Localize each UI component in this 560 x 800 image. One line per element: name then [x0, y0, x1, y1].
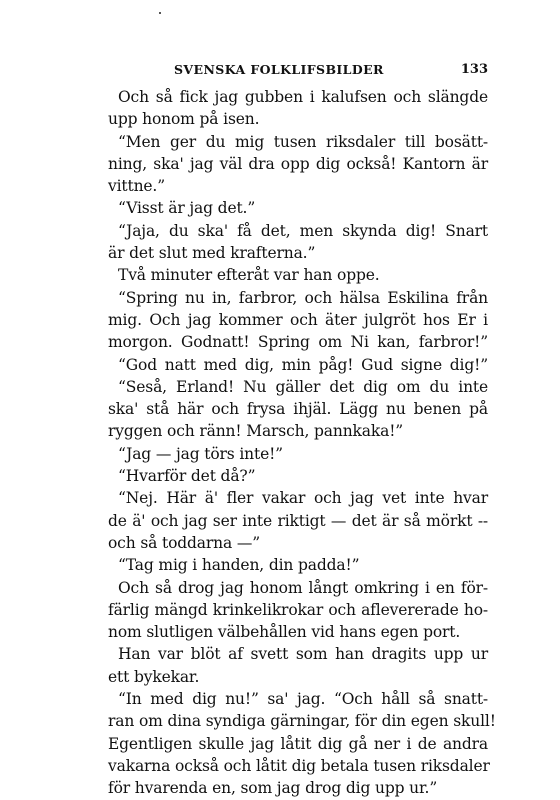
- ink-speck: [159, 12, 161, 14]
- text-line: ryggen och ränn! Marsch, pannkaka!”: [108, 422, 404, 441]
- body-text: [108, 86, 496, 800]
- text-line: “In med dig nu!” sa' jag. “Och håll så snatt-: [118, 690, 488, 709]
- text-line: Två minuter efteråt var han oppe.: [118, 266, 380, 285]
- text-line: ska' stå här och frysa ihjäl. Lägg nu benen på: [108, 400, 488, 419]
- text-line: “Seså, Erland! Nu gäller det dig om du inte: [118, 377, 488, 396]
- text-line: nom slutligen välbehållen vid hans egen port.: [108, 623, 461, 642]
- text-line: ett bykekar.: [108, 667, 200, 686]
- text-line: ran om dina syndiga gärningar, för din egen skull!: [108, 712, 496, 731]
- text-line: de ä' och jag ser inte riktigt — det är så mörkt --: [108, 511, 488, 530]
- text-line: morgon. Godnatt! Spring om Ni kan, farbror!”: [108, 333, 488, 352]
- text-line: färlig mängd krinkelikrokar och aflevererade ho-: [108, 600, 488, 619]
- text-line: “Nej. Här ä' fler vakar och jag vet inte hvar: [118, 489, 488, 508]
- text-line: “Jag — jag törs inte!”: [118, 444, 283, 463]
- running-head: [108, 62, 488, 80]
- text-line: “Spring nu in, farbror, och hälsa Eskilina från: [118, 288, 488, 307]
- text-line: är det slut med krafterna.”: [108, 244, 316, 263]
- text-line: “Tag mig i handen, din padda!”: [118, 556, 360, 575]
- text-line: ning, ska' jag väl dra opp dig också! Kantorn är: [108, 154, 488, 173]
- text-line: mig. Och jag kommer och äter julgröt hos Er i: [108, 310, 488, 329]
- text-line: för hvarenda en, som jag drog dig upp ur.”: [108, 779, 438, 798]
- text-line: “Visst är jag det.”: [118, 199, 256, 218]
- text-line: “God natt med dig, min påg! Gud signe dig!”: [118, 355, 488, 374]
- text-line: vittne.”: [108, 177, 165, 196]
- text-line: vakarna också och låtit dig betala tusen riksdaler: [108, 756, 490, 775]
- page-number: 133: [460, 62, 488, 77]
- text-line: Egentligen skulle jag låtit dig gå ner i de andra: [108, 734, 488, 753]
- text-line: “Men ger du mig tusen riksdaler till bosätt-: [118, 132, 488, 151]
- text-line: “Hvarför det då?”: [118, 467, 256, 486]
- text-line: Och så fick jag gubben i kalufsen och slängde: [118, 88, 488, 106]
- running-title: SVENSKA FOLKLIFSBILDER: [174, 62, 384, 77]
- text-line: “Jaja, du ska' få det, men skynda dig! Snart: [118, 221, 488, 240]
- text-line: Han var blöt af svett som han dragits upp ur: [118, 645, 488, 664]
- text-line: upp honom på isen.: [108, 110, 260, 129]
- text-line: och så toddarna —”: [108, 533, 260, 552]
- text-line: Och så drog jag honom långt omkring i en för-: [118, 578, 488, 597]
